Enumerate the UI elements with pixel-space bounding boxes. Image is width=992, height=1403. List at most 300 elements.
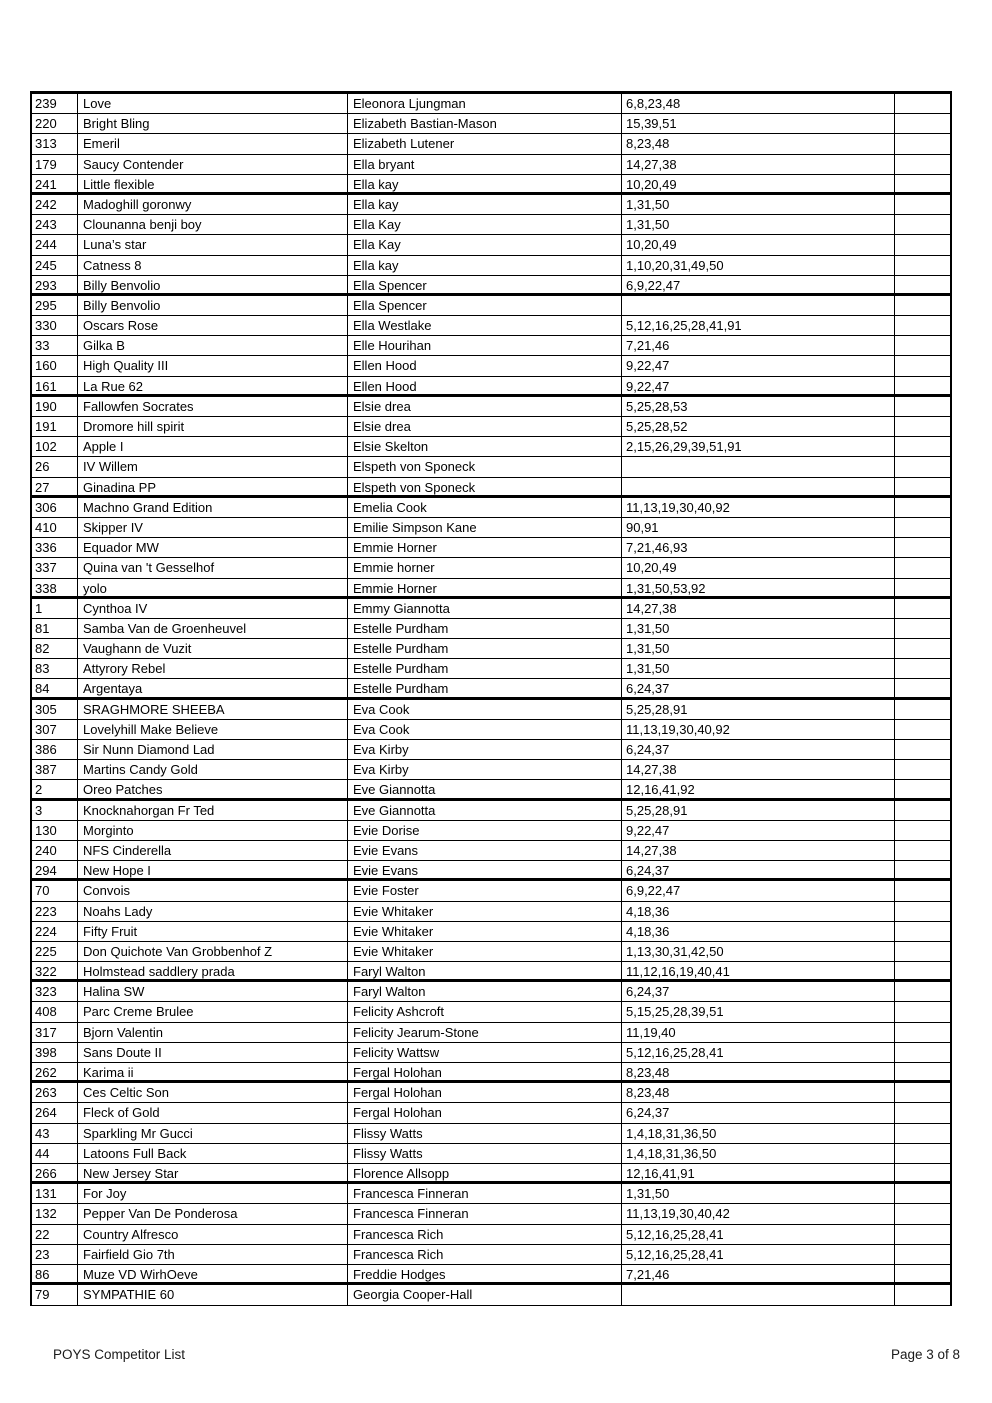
cell-notes-empty (894, 114, 950, 133)
table-row (32, 760, 950, 780)
cell-horse-name: Luna’s star (77, 235, 347, 254)
cell-rider-name: Francesca Rich (347, 1245, 621, 1264)
cell-rider-name: Francesca Finneran (347, 1204, 621, 1223)
cell-class-numbers: 1,31,50 (621, 195, 894, 214)
cell-competitor-number: 295 (35, 297, 57, 313)
cell-class-numbers: 5,25,28,91 (621, 700, 894, 719)
cell-competitor-number: 322 (35, 964, 57, 980)
cell-notes-empty (894, 1124, 950, 1143)
cell-rider-name: Emilie Simpson Kane (347, 518, 621, 537)
cell-notes-empty (894, 821, 950, 840)
cell-rider-name: Emmie Horner (347, 579, 621, 596)
cell-competitor-number: 266 (35, 1165, 57, 1181)
cell-horse-name: High Quality III (77, 356, 347, 375)
cell-competitor-number: 70 (35, 883, 50, 899)
cell-rider-name: Eleonora Ljungman (347, 94, 621, 113)
table-row (32, 377, 950, 397)
cell-rider-name: Fergal Holohan (347, 1063, 621, 1080)
cell-class-numbers: 1,31,50 (621, 659, 894, 678)
cell-class-numbers: 11,13,19,30,40,42 (621, 1204, 894, 1223)
cell-notes-empty (894, 1144, 950, 1163)
cell-competitor-number: 3 (35, 802, 43, 818)
cell-notes-empty (894, 316, 950, 335)
cell-class-numbers: 5,25,28,53 (621, 397, 894, 416)
cell-horse-name: SRAGHMORE SHEEBA (77, 700, 347, 719)
cell-competitor-number: 263 (35, 1085, 57, 1101)
table-row (32, 558, 950, 578)
cell-notes-empty (894, 377, 950, 394)
cell-rider-name: Estelle Purdham (347, 659, 621, 678)
cell-horse-name: Bjorn Valentin (77, 1023, 347, 1042)
cell-notes-empty (894, 134, 950, 153)
cell-class-numbers: 14,27,38 (621, 155, 894, 174)
cell-competitor-number: 82 (35, 641, 50, 657)
cell-horse-name: Billy Benvolio (77, 296, 347, 315)
cell-rider-name: Elsie drea (347, 417, 621, 436)
cell-notes-empty (894, 1063, 950, 1080)
cell-competitor-number: 224 (35, 923, 57, 939)
cell-horse-name: New Hope I (77, 861, 347, 878)
cell-rider-name: Ella kay (347, 256, 621, 275)
table-row (32, 134, 950, 154)
cell-competitor-number: 244 (35, 237, 57, 253)
cell-notes-empty (894, 1164, 950, 1181)
cell-class-numbers: 1,4,18,31,36,50 (621, 1144, 894, 1163)
table-row (32, 276, 950, 296)
cell-class-numbers: 11,13,19,30,40,92 (621, 498, 894, 517)
cell-rider-name: Eve Giannotta (347, 780, 621, 797)
cell-class-numbers: 8,23,48 (621, 134, 894, 153)
cell-competitor-number: 33 (35, 338, 50, 354)
cell-class-numbers: 1,13,30,31,42,50 (621, 942, 894, 961)
cell-class-numbers: 14,27,38 (621, 841, 894, 860)
cell-competitor-number: 294 (35, 863, 57, 879)
cell-class-numbers (621, 1285, 894, 1305)
cell-rider-name: Faryl Walton (347, 982, 621, 1001)
cell-horse-name: Halina SW (77, 982, 347, 1001)
cell-class-numbers: 2,15,26,29,39,51,91 (621, 437, 894, 456)
cell-rider-name: Estelle Purdham (347, 679, 621, 696)
cell-rider-name: Emmie horner (347, 558, 621, 577)
cell-class-numbers: 7,21,46 (621, 1265, 894, 1282)
cell-notes-empty (894, 1265, 950, 1282)
cell-horse-name: Ces Celtic Son (77, 1083, 347, 1102)
cell-rider-name: Ella kay (347, 195, 621, 214)
cell-notes-empty (894, 639, 950, 658)
table-row (32, 619, 950, 639)
cell-rider-name: Eva Kirby (347, 740, 621, 759)
table-row (32, 538, 950, 558)
table-row (32, 720, 950, 740)
cell-class-numbers: 7,21,46 (621, 336, 894, 355)
table-row (32, 841, 950, 861)
cell-competitor-number: 264 (35, 1105, 57, 1121)
table-row (32, 417, 950, 437)
table-row (32, 740, 950, 760)
cell-notes-empty (894, 1043, 950, 1062)
table-row (32, 175, 950, 195)
footer-page-number: Page 3 of 8 (890, 1347, 960, 1362)
cell-class-numbers: 1,10,20,31,49,50 (621, 256, 894, 275)
cell-horse-name: Sans Doute II (77, 1043, 347, 1062)
cell-rider-name: Florence Allsopp (347, 1164, 621, 1181)
cell-class-numbers: 90,91 (621, 518, 894, 537)
cell-rider-name: Elizabeth Lutener (347, 134, 621, 153)
cell-class-numbers: 5,12,16,25,28,41 (621, 1225, 894, 1244)
cell-class-numbers: 10,20,49 (621, 235, 894, 254)
cell-competitor-number: 81 (35, 620, 50, 636)
cell-rider-name: Estelle Purdham (347, 639, 621, 658)
cell-horse-name: NFS Cinderella (77, 841, 347, 860)
cell-competitor-number: 306 (35, 499, 57, 515)
cell-horse-name: Sparkling Mr Gucci (77, 1124, 347, 1143)
cell-competitor-number: 86 (35, 1266, 50, 1282)
cell-rider-name: Evie Dorise (347, 821, 621, 840)
cell-horse-name: Samba Van de Groenheuvel (77, 619, 347, 638)
cell-rider-name: Felicity Ashcroft (347, 1002, 621, 1021)
cell-competitor-number: 307 (35, 721, 57, 737)
cell-notes-empty (894, 498, 950, 517)
cell-competitor-number: 330 (35, 318, 57, 334)
cell-horse-name: Karima ii (77, 1063, 347, 1080)
cell-class-numbers: 10,20,49 (621, 558, 894, 577)
cell-rider-name: Flissy Watts (347, 1124, 621, 1143)
cell-rider-name: Fergal Holohan (347, 1083, 621, 1102)
cell-class-numbers: 6,24,37 (621, 982, 894, 1001)
cell-class-numbers: 1,31,50 (621, 1184, 894, 1203)
table-row (32, 498, 950, 518)
cell-rider-name: Eve Giannotta (347, 801, 621, 820)
table-row (32, 1002, 950, 1022)
cell-class-numbers: 6,24,37 (621, 1103, 894, 1122)
cell-rider-name: Elsie drea (347, 397, 621, 416)
table-row (32, 235, 950, 255)
cell-notes-empty (894, 397, 950, 416)
cell-horse-name: Morginto (77, 821, 347, 840)
cell-horse-name: La Rue 62 (77, 377, 347, 394)
cell-class-numbers: 8,23,48 (621, 1063, 894, 1080)
table-row (32, 316, 950, 336)
cell-notes-empty (894, 155, 950, 174)
competitor-table (30, 91, 952, 1306)
table-row (32, 1225, 950, 1245)
cell-rider-name: Elspeth von Sponeck (347, 457, 621, 476)
cell-competitor-number: 337 (35, 560, 57, 576)
table-row (32, 1144, 950, 1164)
cell-rider-name: Felicity Jearum-Stone (347, 1023, 621, 1042)
cell-competitor-number: 239 (35, 96, 57, 111)
cell-notes-empty (894, 982, 950, 1001)
table-row (32, 457, 950, 477)
table-row (32, 801, 950, 821)
cell-notes-empty (894, 760, 950, 779)
cell-rider-name: Evie Whitaker (347, 922, 621, 941)
cell-notes-empty (894, 1245, 950, 1264)
table-row (32, 195, 950, 215)
cell-competitor-number: 410 (35, 519, 57, 535)
table-row (32, 700, 950, 720)
table-row (32, 861, 950, 881)
table-row (32, 1063, 950, 1083)
cell-competitor-number: 44 (35, 1145, 50, 1161)
cell-horse-name: Equador MW (77, 538, 347, 557)
cell-notes-empty (894, 1002, 950, 1021)
cell-horse-name: New Jersey Star (77, 1164, 347, 1181)
cell-horse-name: Dromore hill spirit (77, 417, 347, 436)
cell-competitor-number: 179 (35, 156, 57, 172)
cell-rider-name: Evie Whitaker (347, 942, 621, 961)
cell-notes-empty (894, 922, 950, 941)
cell-competitor-number: 242 (35, 196, 57, 212)
cell-notes-empty (894, 619, 950, 638)
cell-rider-name: Eva Kirby (347, 760, 621, 779)
cell-horse-name: Vaughann de Vuzit (77, 639, 347, 658)
cell-class-numbers: 1,31,50 (621, 215, 894, 234)
cell-class-numbers: 4,18,36 (621, 922, 894, 941)
cell-class-numbers: 11,12,16,19,40,41 (621, 962, 894, 979)
cell-horse-name: Saucy Contender (77, 155, 347, 174)
cell-class-numbers: 14,27,38 (621, 599, 894, 618)
table-row (32, 518, 950, 538)
cell-class-numbers: 6,24,37 (621, 679, 894, 696)
cell-horse-name: Bright Bling (77, 114, 347, 133)
cell-competitor-number: 22 (35, 1226, 50, 1242)
cell-notes-empty (894, 558, 950, 577)
cell-competitor-number: 220 (35, 116, 57, 132)
cell-notes-empty (894, 215, 950, 234)
cell-competitor-number: 83 (35, 661, 50, 677)
table-row (32, 1184, 950, 1204)
cell-rider-name: Faryl Walton (347, 962, 621, 979)
cell-rider-name: Evie Foster (347, 881, 621, 900)
cell-competitor-number: 26 (35, 459, 50, 475)
cell-competitor-number: 225 (35, 943, 57, 959)
cell-notes-empty (894, 801, 950, 820)
table-row (32, 356, 950, 376)
table-row (32, 397, 950, 417)
cell-competitor-number: 241 (35, 176, 57, 192)
table-row (32, 679, 950, 699)
cell-rider-name: Ella Spencer (347, 296, 621, 315)
cell-horse-name: Latoons Full Back (77, 1144, 347, 1163)
cell-horse-name: Apple I (77, 437, 347, 456)
cell-rider-name: Francesca Rich (347, 1225, 621, 1244)
cell-horse-name: yolo (77, 579, 347, 596)
cell-rider-name: Felicity Wattsw (347, 1043, 621, 1062)
cell-horse-name: Clounanna benji boy (77, 215, 347, 234)
cell-horse-name: Emeril (77, 134, 347, 153)
table-row (32, 942, 950, 962)
cell-notes-empty (894, 356, 950, 375)
table-row (32, 599, 950, 619)
table-row (32, 114, 950, 134)
cell-rider-name: Ella Spencer (347, 276, 621, 293)
cell-notes-empty (894, 1023, 950, 1042)
table-row (32, 256, 950, 276)
table-row (32, 639, 950, 659)
cell-competitor-number: 43 (35, 1125, 50, 1141)
cell-competitor-number: 262 (35, 1065, 57, 1080)
cell-horse-name: Muze VD WirhOeve (77, 1265, 347, 1282)
cell-horse-name: Lovelyhill Make Believe (77, 720, 347, 739)
cell-rider-name: Emmie Horner (347, 538, 621, 557)
cell-notes-empty (894, 700, 950, 719)
cell-rider-name: Flissy Watts (347, 1144, 621, 1163)
cell-competitor-number: 313 (35, 136, 57, 152)
cell-notes-empty (894, 740, 950, 759)
cell-notes-empty (894, 720, 950, 739)
cell-horse-name: Ginadina PP (77, 478, 347, 495)
cell-notes-empty (894, 599, 950, 618)
cell-notes-empty (894, 780, 950, 797)
cell-notes-empty (894, 417, 950, 436)
table-row (32, 1265, 950, 1285)
cell-rider-name: Evie Whitaker (347, 902, 621, 921)
cell-horse-name: SYMPATHIE 60 (77, 1285, 347, 1305)
cell-rider-name: Freddie Hodges (347, 1265, 621, 1282)
cell-class-numbers: 6,24,37 (621, 861, 894, 878)
cell-class-numbers: 6,8,23,48 (621, 94, 894, 113)
cell-horse-name: IV Willem (77, 457, 347, 476)
cell-horse-name: Knocknahorgan Fr Ted (77, 801, 347, 820)
cell-rider-name: Ella bryant (347, 155, 621, 174)
cell-competitor-number: 132 (35, 1206, 57, 1222)
cell-notes-empty (894, 296, 950, 315)
cell-class-numbers: 5,15,25,28,39,51 (621, 1002, 894, 1021)
cell-competitor-number: 386 (35, 742, 57, 757)
table-row (32, 1164, 950, 1184)
cell-competitor-number: 27 (35, 479, 50, 495)
cell-notes-empty (894, 195, 950, 214)
table-row (32, 962, 950, 982)
table-row (32, 296, 950, 316)
cell-class-numbers: 4,18,36 (621, 902, 894, 921)
cell-class-numbers: 11,19,40 (621, 1023, 894, 1042)
cell-rider-name: Ella Westlake (347, 316, 621, 335)
cell-notes-empty (894, 1103, 950, 1122)
cell-competitor-number: 1 (35, 600, 43, 616)
table-row (32, 1124, 950, 1144)
cell-competitor-number: 191 (35, 419, 57, 434)
cell-class-numbers (621, 296, 894, 315)
cell-class-numbers: 5,12,16,25,28,41 (621, 1245, 894, 1264)
cell-rider-name: Ellen Hood (347, 377, 621, 394)
cell-notes-empty (894, 256, 950, 275)
cell-competitor-number: 243 (35, 217, 57, 233)
cell-notes-empty (894, 1204, 950, 1223)
cell-competitor-number: 84 (35, 681, 50, 697)
cell-notes-empty (894, 538, 950, 557)
table-row (32, 1204, 950, 1224)
cell-horse-name: Argentaya (77, 679, 347, 696)
cell-horse-name: Catness 8 (77, 256, 347, 275)
cell-class-numbers: 12,16,41,91 (621, 1164, 894, 1181)
cell-notes-empty (894, 518, 950, 537)
cell-notes-empty (894, 881, 950, 900)
cell-horse-name: Parc Creme Brulee (77, 1002, 347, 1021)
cell-rider-name: Evie Evans (347, 841, 621, 860)
cell-competitor-number: 131 (35, 1186, 57, 1202)
footer-document-title: POYS Competitor List (53, 1347, 186, 1362)
table-row (32, 155, 950, 175)
cell-class-numbers: 1,31,50,53,92 (621, 579, 894, 596)
cell-horse-name: Little flexible (77, 175, 347, 192)
cell-rider-name: Ella Kay (347, 235, 621, 254)
cell-horse-name: Machno Grand Edition (77, 498, 347, 517)
cell-class-numbers: 5,25,28,52 (621, 417, 894, 436)
cell-horse-name: Noahs Lady (77, 902, 347, 921)
cell-rider-name: Eva Cook (347, 720, 621, 739)
cell-rider-name: Fergal Holohan (347, 1103, 621, 1122)
table-row (32, 982, 950, 1002)
cell-notes-empty (894, 336, 950, 355)
cell-notes-empty (894, 679, 950, 696)
cell-notes-empty (894, 437, 950, 456)
cell-notes-empty (894, 1285, 950, 1305)
cell-class-numbers: 5,25,28,91 (621, 801, 894, 820)
cell-class-numbers: 1,31,50 (621, 619, 894, 638)
table-row (32, 437, 950, 457)
table-row (32, 659, 950, 679)
cell-notes-empty (894, 942, 950, 961)
cell-notes-empty (894, 235, 950, 254)
table-row (32, 94, 950, 114)
cell-horse-name: For Joy (77, 1184, 347, 1203)
cell-class-numbers: 11,13,19,30,40,92 (621, 720, 894, 739)
cell-notes-empty (894, 659, 950, 678)
cell-horse-name: Pepper Van De Ponderosa (77, 1204, 347, 1223)
cell-horse-name: Fairfield Gio 7th (77, 1245, 347, 1264)
table-row (32, 1023, 950, 1043)
table-row (32, 1083, 950, 1103)
cell-competitor-number: 161 (35, 378, 57, 394)
cell-horse-name: Fifty Fruit (77, 922, 347, 941)
cell-rider-name: Francesca Finneran (347, 1184, 621, 1203)
cell-class-numbers: 1,4,18,31,36,50 (621, 1124, 894, 1143)
cell-horse-name: Country Alfresco (77, 1225, 347, 1244)
cell-notes-empty (894, 841, 950, 860)
cell-notes-empty (894, 175, 950, 192)
cell-class-numbers: 14,27,38 (621, 760, 894, 779)
table-row (32, 579, 950, 599)
cell-notes-empty (894, 902, 950, 921)
cell-competitor-number: 305 (35, 701, 57, 717)
cell-rider-name: Emelia Cook (347, 498, 621, 517)
cell-horse-name: Fallowfen Socrates (77, 397, 347, 416)
cell-competitor-number: 240 (35, 842, 57, 858)
table-row (32, 478, 950, 498)
table-row (32, 922, 950, 942)
cell-rider-name: Elizabeth Bastian-Mason (347, 114, 621, 133)
cell-rider-name: Ella kay (347, 175, 621, 192)
cell-notes-empty (894, 962, 950, 979)
cell-class-numbers: 9,22,47 (621, 356, 894, 375)
cell-horse-name: Oscars Rose (77, 316, 347, 335)
cell-competitor-number: 336 (35, 540, 57, 556)
cell-competitor-number: 387 (35, 762, 57, 778)
cell-competitor-number: 190 (35, 398, 57, 414)
cell-horse-name: Fleck of Gold (77, 1103, 347, 1122)
cell-competitor-number: 79 (35, 1287, 50, 1303)
cell-class-numbers: 9,22,47 (621, 377, 894, 394)
table-row (32, 821, 950, 841)
cell-class-numbers: 6,9,22,47 (621, 881, 894, 900)
table-row (32, 336, 950, 356)
cell-competitor-number: 2 (35, 782, 43, 798)
table-row (32, 1043, 950, 1063)
cell-class-numbers: 6,9,22,47 (621, 276, 894, 293)
cell-competitor-number: 130 (35, 822, 57, 838)
